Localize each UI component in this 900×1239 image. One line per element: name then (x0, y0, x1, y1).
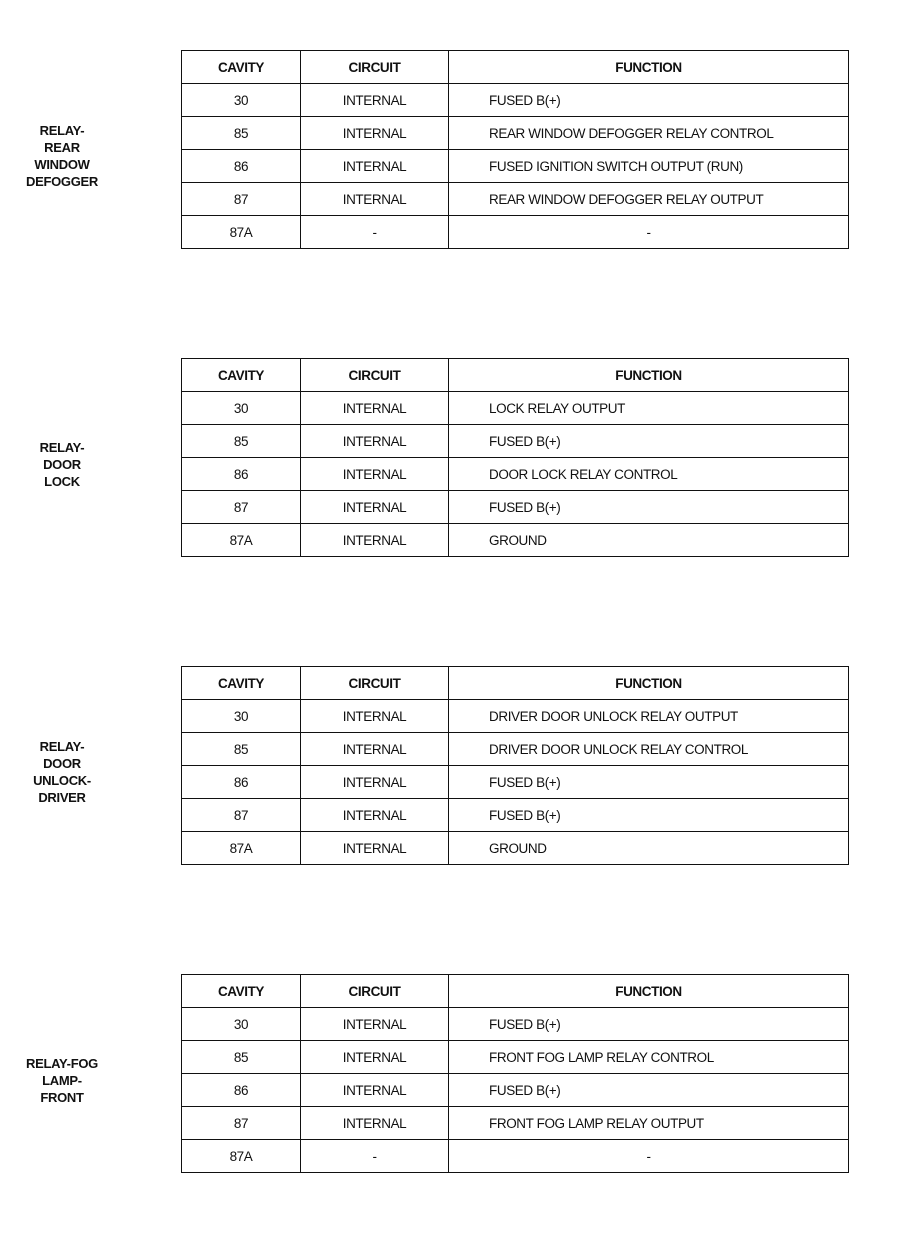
relay-label-line: DOOR (43, 456, 81, 472)
relay-label-line: UNLOCK- (33, 773, 91, 788)
cavity-cell: 85 (182, 1041, 301, 1074)
table-row (182, 491, 849, 524)
header-cavity: CAVITY (182, 359, 301, 392)
relay-label-line: RELAY- (39, 123, 85, 138)
cavity-cell: 86 (182, 1074, 301, 1107)
relay-label (12, 358, 112, 570)
function-cell: LOCK RELAY OUTPUT (449, 392, 849, 425)
table-row (182, 1041, 849, 1074)
table-row (182, 117, 849, 150)
function-cell: FUSED IGNITION SWITCH OUTPUT (RUN) (449, 150, 849, 183)
relay-block-rear-window-defogger (0, 50, 900, 262)
cavity-cell: 86 (182, 458, 301, 491)
table-row (182, 766, 849, 799)
circuit-cell: INTERNAL (301, 733, 449, 766)
function-cell: FRONT FOG LAMP RELAY OUTPUT (449, 1107, 849, 1140)
cavity-cell: 85 (182, 117, 301, 150)
header-function: FUNCTION (449, 667, 849, 700)
relay-label (12, 974, 112, 1186)
circuit-cell: INTERNAL (301, 458, 449, 491)
circuit-cell: INTERNAL (301, 1074, 449, 1107)
relay-label-line: RELAY-FOG (26, 1055, 98, 1071)
table-header-row (182, 51, 849, 84)
circuit-cell: - (301, 1140, 449, 1173)
circuit-cell: INTERNAL (301, 1041, 449, 1074)
function-cell: REAR WINDOW DEFOGGER RELAY CONTROL (449, 117, 849, 150)
pin-table (181, 358, 849, 557)
relay-block-fog-lamp-front (0, 974, 900, 1186)
header-cavity: CAVITY (182, 51, 301, 84)
pin-table (181, 666, 849, 865)
pin-table (181, 50, 849, 249)
cavity-cell: 87A (182, 832, 301, 865)
circuit-cell: INTERNAL (301, 832, 449, 865)
cavity-cell: 86 (182, 766, 301, 799)
circuit-cell: INTERNAL (301, 1107, 449, 1140)
relay-label-line: DOOR (43, 756, 81, 771)
relay-label-line: LAMP- (42, 1072, 82, 1088)
function-cell: FUSED B(+) (449, 491, 849, 524)
header-cavity: CAVITY (182, 667, 301, 700)
table-header-row (182, 667, 849, 700)
pin-table (181, 974, 849, 1173)
table-row (182, 216, 849, 249)
function-cell: GROUND (449, 524, 849, 557)
cavity-cell: 30 (182, 84, 301, 117)
table-row (182, 392, 849, 425)
function-cell: DOOR LOCK RELAY CONTROL (449, 458, 849, 491)
circuit-cell: INTERNAL (301, 84, 449, 117)
function-cell: FUSED B(+) (449, 1074, 849, 1107)
circuit-cell: INTERNAL (301, 1008, 449, 1041)
table-row (182, 799, 849, 832)
cavity-cell: 85 (182, 425, 301, 458)
function-cell: - (449, 1140, 849, 1173)
cavity-cell: 87 (182, 1107, 301, 1140)
header-cavity: CAVITY (182, 975, 301, 1008)
circuit-cell: INTERNAL (301, 524, 449, 557)
cavity-cell: 30 (182, 700, 301, 733)
cavity-cell: 87 (182, 183, 301, 216)
function-cell: - (449, 216, 849, 249)
function-cell: FUSED B(+) (449, 1008, 849, 1041)
function-cell: FUSED B(+) (449, 766, 849, 799)
header-circuit: CIRCUIT (301, 359, 449, 392)
function-cell: FUSED B(+) (449, 425, 849, 458)
cavity-cell: 86 (182, 150, 301, 183)
table-row (182, 733, 849, 766)
relay-label-line: DRIVER (38, 790, 86, 805)
circuit-cell: INTERNAL (301, 183, 449, 216)
circuit-cell: INTERNAL (301, 425, 449, 458)
circuit-cell: - (301, 216, 449, 249)
relay-label-line: RELAY- (39, 739, 85, 754)
cavity-cell: 85 (182, 733, 301, 766)
relay-label (12, 666, 112, 878)
relay-block-door-unlock-driver (0, 666, 900, 878)
header-function: FUNCTION (449, 51, 849, 84)
relay-label-line: LOCK (44, 473, 80, 489)
header-circuit: CIRCUIT (301, 667, 449, 700)
function-cell: FRONT FOG LAMP RELAY CONTROL (449, 1041, 849, 1074)
cavity-cell: 30 (182, 392, 301, 425)
header-function: FUNCTION (449, 975, 849, 1008)
relay-block-door-lock (0, 358, 900, 570)
relay-label-line: DEFOGGER (26, 174, 98, 189)
circuit-cell: INTERNAL (301, 117, 449, 150)
table-row (182, 183, 849, 216)
table-row (182, 458, 849, 491)
cavity-cell: 87A (182, 1140, 301, 1173)
function-cell: GROUND (449, 832, 849, 865)
cavity-cell: 87 (182, 799, 301, 832)
table-row (182, 1074, 849, 1107)
table-row (182, 425, 849, 458)
circuit-cell: INTERNAL (301, 392, 449, 425)
table-row (182, 1107, 849, 1140)
relay-label-line: REAR (44, 140, 80, 155)
relay-label-line: WINDOW (34, 157, 90, 172)
table-row (182, 1008, 849, 1041)
relay-label (12, 50, 112, 262)
circuit-cell: INTERNAL (301, 150, 449, 183)
table-row (182, 150, 849, 183)
table-row (182, 524, 849, 557)
cavity-cell: 87 (182, 491, 301, 524)
circuit-cell: INTERNAL (301, 700, 449, 733)
table-row (182, 84, 849, 117)
header-circuit: CIRCUIT (301, 975, 449, 1008)
header-circuit: CIRCUIT (301, 51, 449, 84)
table-row (182, 700, 849, 733)
circuit-cell: INTERNAL (301, 766, 449, 799)
function-cell: FUSED B(+) (449, 799, 849, 832)
function-cell: FUSED B(+) (449, 84, 849, 117)
header-function: FUNCTION (449, 359, 849, 392)
cavity-cell: 30 (182, 1008, 301, 1041)
circuit-cell: INTERNAL (301, 491, 449, 524)
table-header-row (182, 975, 849, 1008)
table-header-row (182, 359, 849, 392)
table-row (182, 1140, 849, 1173)
cavity-cell: 87A (182, 524, 301, 557)
function-cell: DRIVER DOOR UNLOCK RELAY CONTROL (449, 733, 849, 766)
function-cell: DRIVER DOOR UNLOCK RELAY OUTPUT (449, 700, 849, 733)
table-row (182, 832, 849, 865)
function-cell: REAR WINDOW DEFOGGER RELAY OUTPUT (449, 183, 849, 216)
relay-label-line: RELAY- (39, 439, 85, 455)
relay-label-line: FRONT (40, 1089, 84, 1105)
cavity-cell: 87A (182, 216, 301, 249)
circuit-cell: INTERNAL (301, 799, 449, 832)
